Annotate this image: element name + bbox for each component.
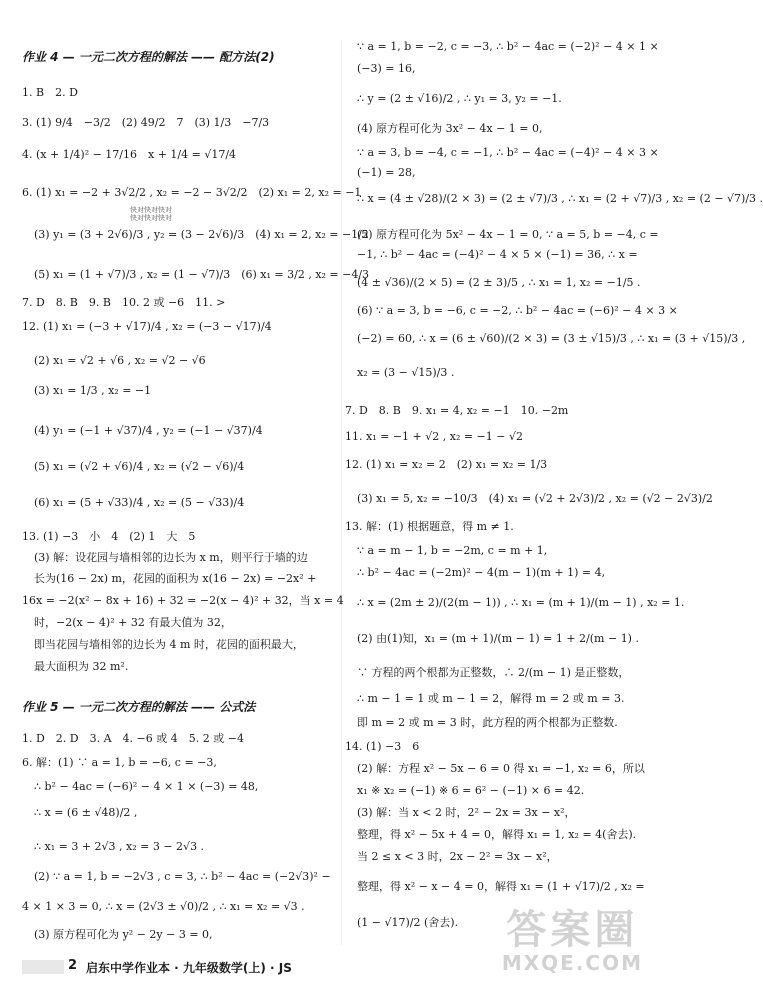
answer-line: (5) x₁ = (1 + √7)/3 , x₂ = (1 − √7)/3 (6) x₁ = 3/2 , x₂ = −4/3	[34, 268, 370, 281]
answer-line: 12. (1) x₁ = x₂ = 2 (2) x₁ = x₂ = 1/3	[345, 458, 548, 471]
watermark-url: MXQE.COM	[501, 951, 643, 975]
answer-line: 12. (1) x₁ = (−3 + √17)/4 , x₂ = (−3 − √17)/4	[22, 320, 272, 333]
answer-line: 整理，得 x² − 5x + 4 = 0，解得 x₁ = 1, x₂ = 4(舍去).	[357, 828, 637, 841]
answer-line: −1, ∴ b² − 4ac = (−4)² − 4 × 5 × (−1) = 36, ∴ x =	[357, 248, 638, 261]
stamp-line: 快对快对快对	[130, 206, 172, 214]
answer-line: (4 ± √36)/(2 × 5) = (2 ± 3)/5 , ∴ x₁ = 1, x₂ = −1/5 .	[357, 276, 641, 289]
column-divider	[341, 40, 342, 945]
answer-line: (2) ∵ a = 1, b = −2√3 , c = 3, ∴ b² − 4ac = (−2√3)² −	[34, 870, 331, 883]
answer-line: (−2) = 60, ∴ x = (6 ± √60)/(2 × 3) = (3 ± √15)/3 , ∴ x₁ = (3 + √15)/3 ,	[357, 332, 746, 345]
answer-line: (3) x₁ = 1/3 , x₂ = −1	[34, 384, 152, 397]
answer-line: ∴ x = (4 ± √28)/(2 × 3) = (2 ± √7)/3 , ∴ x₁ = (2 + √7)/3 , x₂ = (2 − √7)/3 .	[357, 192, 763, 205]
answer-line: ∵ a = 1, b = −2, c = −3, ∴ b² − 4ac = (−2)² − 4 × 1 ×	[357, 40, 659, 53]
answer-line: 7. D 8. B 9. B 10. 2 或 −6 11. >	[22, 296, 226, 309]
stamp-text	[130, 206, 172, 222]
answer-line: (−3) = 16,	[357, 62, 416, 75]
answer-line: (3) 原方程可化为 y² − 2y − 3 = 0,	[34, 928, 213, 941]
answer-line: 时，−2(x − 4)² + 32 有最大值为 32，	[34, 616, 232, 629]
answer-line: 1. B 2. D	[22, 86, 78, 99]
answer-line: (6) x₁ = (5 + √33)/4 , x₂ = (5 − √33)/4	[34, 496, 245, 509]
answer-line: 7. D 8. B 9. x₁ = 4, x₂ = −1 10. −2m	[345, 404, 569, 417]
answer-line: (4) 原方程可化为 3x² − 4x − 1 = 0,	[357, 122, 543, 135]
answer-line: ∴ b² − 4ac = (−6)² − 4 × 1 × (−3) = 48,	[34, 780, 259, 793]
answer-line: (2) 由(1)知，x₁ = (m + 1)/(m − 1) = 1 + 2/(m − 1) .	[357, 632, 639, 645]
section-heading: 作业 5 — 一元二次方程的解法 —— 公式法	[22, 700, 256, 714]
answer-line: (−1) = 28,	[357, 166, 416, 179]
answer-line: ∴ y = (2 ± √16)/2 , ∴ y₁ = 3, y₂ = −1.	[357, 92, 562, 105]
watermark	[502, 908, 643, 974]
section-heading: 作业 4 — 一元二次方程的解法 —— 配方法(2)	[22, 50, 275, 64]
stamp-line: 快对快对快对	[130, 214, 172, 222]
answer-line: ∵ 方程的两个根都为正整数，∴ 2/(m − 1) 是正整数，	[357, 666, 630, 679]
answer-line: 整理，得 x² − x − 4 = 0，解得 x₁ = (1 + √17)/2 , x₂ =	[357, 880, 645, 893]
answer-line: 13. 解：(1) 根据题意，得 m ≠ 1.	[345, 520, 514, 533]
answer-line: (6) ∵ a = 3, b = −6, c = −2, ∴ b² − 4ac = (−6)² − 4 × 3 ×	[357, 304, 678, 317]
footer-bar	[22, 960, 64, 974]
answer-line: (3) y₁ = (3 + 2√6)/3 , y₂ = (3 − 2√6)/3 (4) x₁ = 2, x₂ = −1/2	[34, 228, 369, 241]
answer-line: (5) 原方程可化为 5x² − 4x − 1 = 0, ∵ a = 5, b = −4, c =	[357, 228, 659, 241]
answer-line: (3) 解：当 x < 2 时，2² − 2x = 3x − x²，	[357, 806, 576, 819]
answer-line: 长为(16 − 2x) m，花园的面积为 x(16 − 2x) = −2x² +	[34, 572, 317, 585]
answer-line: 4. (x + 1/4)² − 17/16 x + 1/4 = √17/4	[22, 148, 237, 161]
answer-line: (2) 解：方程 x² − 5x − 6 = 0 得 x₁ = −1, x₂ = 6，所以	[357, 762, 645, 775]
page-number: 2	[68, 958, 78, 973]
answer-line: 最大面积为 32 m².	[34, 660, 129, 673]
answer-line: 6. 解：(1) ∵ a = 1, b = −6, c = −3,	[22, 756, 217, 769]
answer-line: 即 m = 2 或 m = 3 时，此方程的两个根都为正整数.	[357, 716, 618, 729]
answer-line: ∴ m − 1 = 1 或 m − 1 = 2，解得 m = 2 或 m = 3.	[357, 692, 625, 705]
answer-line: (2) x₁ = √2 + √6 , x₂ = √2 − √6	[34, 354, 206, 367]
answer-line: 6. (1) x₁ = −2 + 3√2/2 , x₂ = −2 − 3√2/2 (2) x₁ = 2, x₂ = −1	[22, 186, 362, 199]
answer-line: 11. x₁ = −1 + √2 , x₂ = −1 − √2	[345, 430, 523, 443]
answer-line: x₁ ※ x₂ = (−1) ※ 6 = 6² − (−1) × 6 = 42.	[357, 784, 585, 797]
answer-line: (5) x₁ = (√2 + √6)/4 , x₂ = (√2 − √6)/4	[34, 460, 245, 473]
watermark-logo-text: 答案圈	[506, 907, 639, 953]
answer-line: ∴ x = (6 ± √48)/2 ,	[34, 806, 138, 819]
answer-line: ∴ x = (2m ± 2)/(2(m − 1)) , ∴ x₁ = (m + 1)/(m − 1) , x₂ = 1.	[357, 596, 685, 609]
answer-line: 16x = −2(x² − 8x + 16) + 32 = −2(x − 4)² + 32，当 x = 4	[22, 594, 344, 607]
answer-line: (3) 解：设花园与墙相邻的边长为 x m，则平行于墙的边	[34, 551, 308, 564]
answer-line: ∴ x₁ = 3 + 2√3 , x₂ = 3 − 2√3 .	[34, 840, 205, 853]
answer-line: 4 × 1 × 3 = 0, ∴ x = (2√3 ± √0)/2 , ∴ x₁ = x₂ = √3 .	[22, 900, 305, 913]
answer-line: 3. (1) 9/4 −3/2 (2) 49/2 7 (3) 1/3 −7/3	[22, 116, 270, 129]
answer-line: ∴ b² − 4ac = (−2m)² − 4(m − 1)(m + 1) = 4,	[357, 566, 606, 579]
answer-line: (3) x₁ = 5, x₂ = −10/3 (4) x₁ = (√2 + 2√3)/2 , x₂ = (√2 − 2√3)/2	[357, 492, 713, 505]
answer-line: 14. (1) −3 6	[345, 740, 420, 753]
answer-line: x₂ = (3 − √15)/3 .	[357, 366, 455, 379]
answer-line: ∵ a = 3, b = −4, c = −1, ∴ b² − 4ac = (−4)² − 4 × 3 ×	[357, 146, 659, 159]
book-title: 启东中学作业本 · 九年级数学(上) · JS	[86, 961, 292, 975]
answer-line: (4) y₁ = (−1 + √37)/4 , y₂ = (−1 − √37)/4	[34, 424, 263, 437]
answer-line: ∵ a = m − 1, b = −2m, c = m + 1,	[357, 544, 548, 557]
answer-line: (1 − √17)/2 (舍去).	[357, 916, 459, 929]
answer-line: 1. D 2. D 3. A 4. −6 或 4 5. 2 或 −4	[22, 732, 244, 745]
answer-line: 13. (1) −3 小 4 (2) 1 大 5	[22, 530, 196, 543]
answer-line: 当 2 ≤ x < 3 时，2x − 2² = 3x − x²，	[357, 850, 558, 863]
answer-line: 即当花园与墙相邻的边长为 4 m 时，花园的面积最大，	[34, 638, 304, 651]
